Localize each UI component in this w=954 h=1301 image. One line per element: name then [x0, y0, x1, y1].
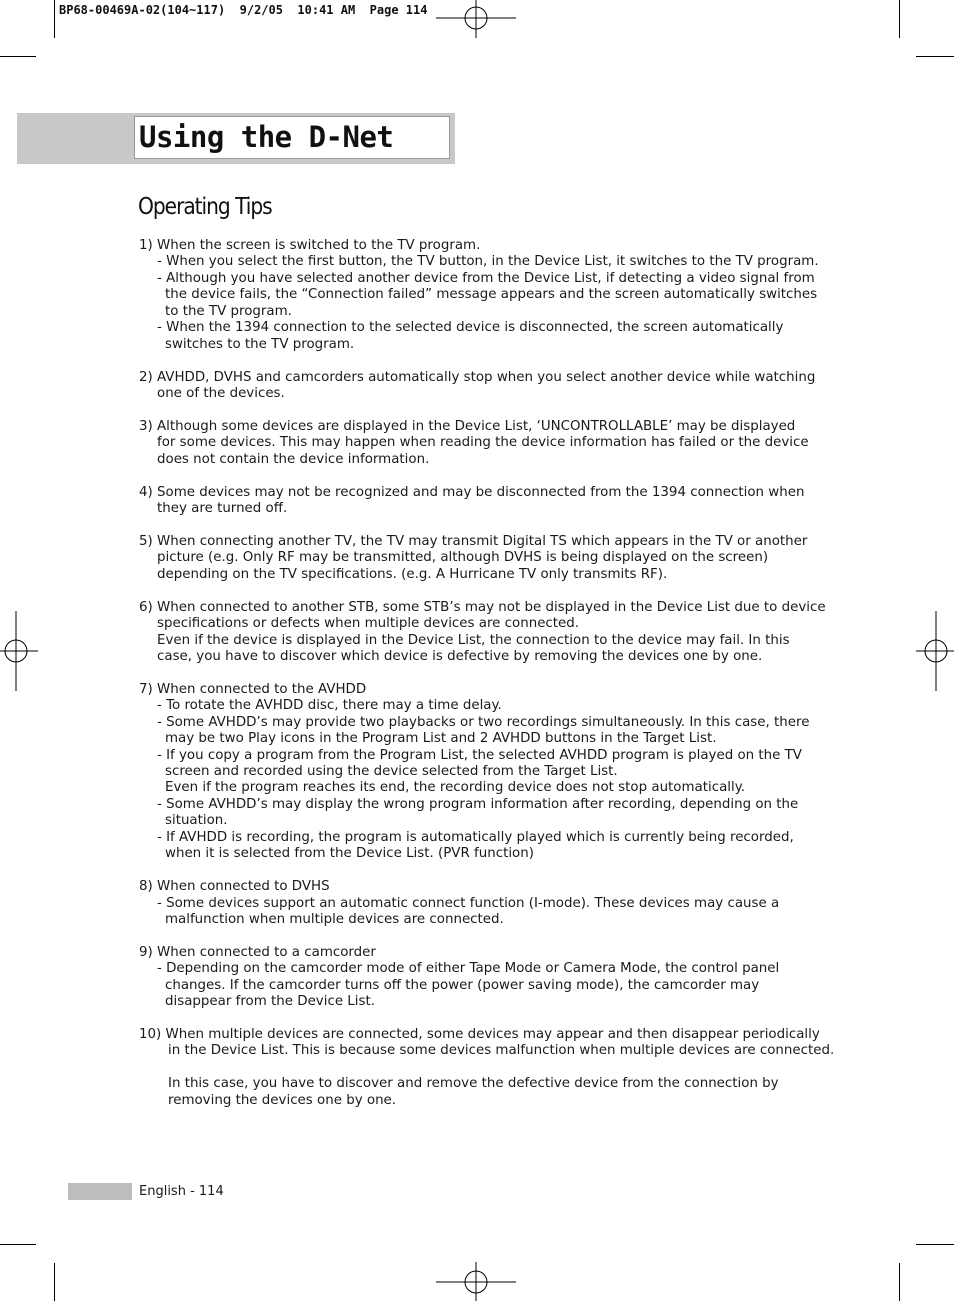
tip-line: 3) Although some devices are displayed in the Device List, ‘UNCONTROLLABLE’ may be displayed [139, 418, 796, 434]
tip-line: - Although you have selected another device from the Device List, if detecting a video signal from [157, 270, 815, 286]
tip-line: picture (e.g. Only RF may be transmitted, although DVHS is being displayed on the screen) [157, 550, 769, 566]
tip-item [139, 681, 810, 863]
tip-item [139, 418, 809, 468]
tip-line: 9) When connected to a camcorder [139, 944, 376, 960]
registration-mark-top [436, 0, 518, 40]
footer-bar [68, 1183, 132, 1200]
tip-spacer [139, 1011, 804, 1027]
registration-mark-right [914, 611, 954, 691]
tip-line: depending on the TV specifications. (e.g. A Hurricane TV only transmits RF). [157, 566, 668, 582]
tip-item [139, 533, 808, 583]
tip-line: 1) When the screen is switched to the TV program. [139, 238, 481, 253]
tip-line: screen and recorded using the device selected from the Target List. [165, 764, 618, 779]
tip-spacer [139, 863, 804, 879]
tip-line: - Some devices support an automatic connect function (I-mode). These devices may cause a [157, 895, 780, 911]
tip-line: In this case, you have to discover and remove the defective device from the connection by [168, 1076, 779, 1092]
tip-line: the device fails, the “Connection failed” message appears and the screen automatically switches [165, 287, 818, 303]
tip-item [139, 599, 826, 666]
tip-item [139, 485, 804, 518]
tip-line: they are turned off. [157, 501, 288, 516]
tip-item [139, 1027, 835, 1109]
tip-line: for some devices. This may happen when reading the device information has failed or the device [157, 435, 809, 451]
tip-line: when it is selected from the Device List. (PVR function) [165, 846, 534, 862]
tip-item [139, 238, 819, 353]
tip-line: may be two Play icons in the Program List and 2 AVHDD buttons in the Target List. [165, 731, 717, 747]
tip-line: removing the devices one by one. [168, 1092, 397, 1108]
tip-line: case, you have to discover which device is defective by removing the devices one by one. [157, 648, 763, 664]
tip-line: situation. [165, 813, 228, 829]
tip-item [139, 369, 816, 403]
tip-line: does not contain the device information. [157, 451, 430, 467]
tip-line: - To rotate the AVHDD disc, there may a time delay. [157, 698, 502, 714]
tip-item [139, 879, 804, 928]
tip-spacer [139, 468, 804, 484]
section-title: Using the D-Net [139, 120, 394, 154]
tip-line: Even if the program reaches its end, the recording device does not stop automatically. [165, 780, 745, 796]
tip-spacer [139, 517, 804, 533]
tip-line: 7) When connected to the AVHDD [139, 681, 367, 697]
tip-line: - Some AVHDD’s may provide two playbacks or two recordings simultaneously. In this case, there [157, 714, 810, 730]
tip-line: - When you select the first button, the TV button, in the Device List, it switches to the TV program. [157, 254, 819, 270]
tip-line: specifications or defects when multiple devices are connected. [157, 616, 580, 632]
tip-spacer [139, 402, 804, 418]
tip-line: - Some AVHDD’s may display the wrong program information after recording, depending on the [157, 796, 799, 812]
tip-item [139, 945, 804, 1011]
tip-line: 6) When connected to another STB, some STB’s may not be displayed in the Device List due to device [139, 599, 826, 615]
page-heading: Operating Tips [138, 194, 272, 220]
tip-line: disappear from the Device List. [165, 994, 375, 1010]
tip-line: malfunction when multiple devices are connected. [165, 911, 504, 927]
tip-line: 2) AVHDD, DVHS and camcorders automatically stop when you select another device while watching [139, 369, 816, 385]
tip-line: switches to the TV program. [165, 336, 355, 352]
tip-line: 5) When connecting another TV, the TV may transmit Digital TS which appears in the TV or another [139, 533, 808, 549]
registration-mark-bottom [436, 1262, 518, 1301]
blank-line [139, 1060, 804, 1076]
tip-line: 10) When multiple devices are connected, some devices may appear and then disappear periodically [139, 1027, 820, 1042]
tip-line: - Depending on the camcorder mode of either Tape Mode or Camera Mode, the control panel [157, 961, 780, 977]
tip-line: 4) Some devices may not be recognized and may be disconnected from the 1394 connection when [139, 484, 805, 500]
tip-spacer [139, 583, 804, 599]
operating-tips-list [139, 238, 835, 1109]
registration-mark-left [0, 611, 40, 691]
print-slug: BP68-00469A-02(104~117) 9/2/05 10:41 AM Page 114 [59, 3, 428, 17]
tip-spacer [139, 665, 804, 681]
tip-line: - If you copy a program from the Program List, the selected AVHDD program is played on the TV [157, 747, 802, 763]
page-number: English - 114 [139, 1184, 224, 1199]
tip-line: one of the devices. [157, 385, 285, 401]
tip-spacer [139, 353, 804, 369]
tip-line: 8) When connected to DVHS [139, 879, 330, 895]
tip-line: changes. If the camcorder turns off the power (power saving mode), the camcorder may [165, 977, 760, 993]
tip-line: - When the 1394 connection to the selected device is disconnected, the screen automatically [157, 320, 784, 336]
tip-spacer [139, 928, 804, 944]
tip-line: - If AVHDD is recording, the program is automatically played which is currently being recorded, [157, 829, 794, 845]
tip-line: Even if the device is displayed in the Device List, the connection to the device may fail. In this [157, 632, 790, 648]
tip-line: in the Device List. This is because some devices malfunction when multiple devices are connected. [168, 1043, 835, 1059]
tip-line: to the TV program. [165, 303, 292, 319]
